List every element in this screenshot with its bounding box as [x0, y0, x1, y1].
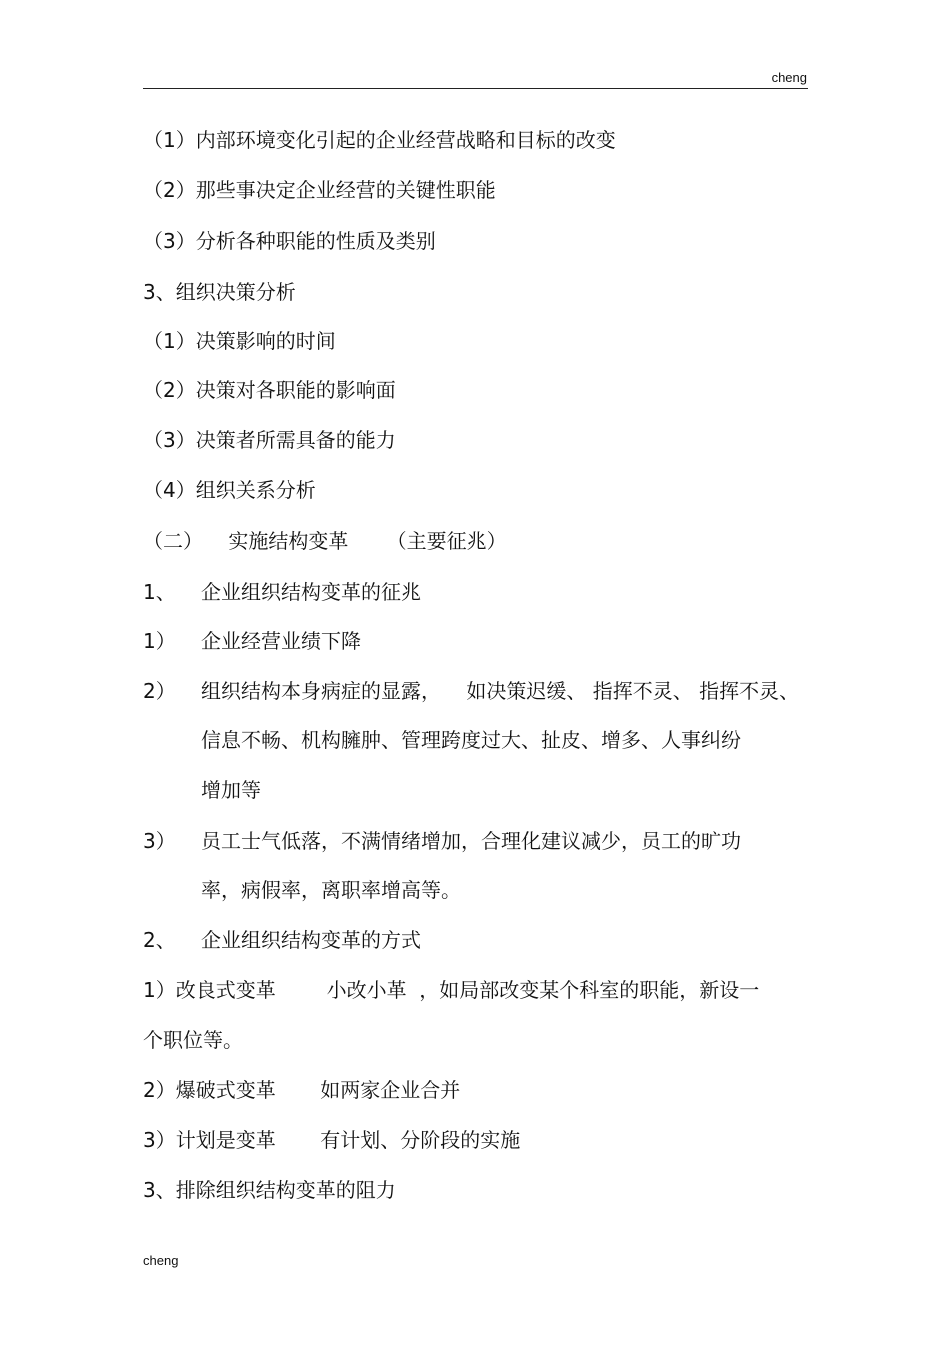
- text-line: 组织结构本身病症的显露， 如决策迟缓、 指挥不灵、 指挥不灵、: [201, 679, 800, 703]
- text-line: 3、组织决策分析: [143, 280, 296, 304]
- text-line: 2）爆破式变革 如两家企业合并: [143, 1078, 461, 1102]
- list-number: 3）: [143, 829, 176, 853]
- text-line: （4）组织关系分析: [143, 478, 316, 502]
- text-line: （2）那些事决定企业经营的关键性职能: [143, 178, 496, 202]
- text-line: （3）决策者所需具备的能力: [143, 428, 396, 452]
- text-line: 1）改良式变革 小改小革 ，如局部改变某个科室的职能，新设一: [143, 978, 760, 1002]
- list-number: 2、: [143, 928, 176, 952]
- list-number: 1）: [143, 629, 176, 653]
- text-line: 企业经营业绩下降: [201, 629, 361, 653]
- text-line: 率，病假率，离职率增高等。: [201, 878, 461, 902]
- text-line: 3）计划是变革 有计划、分阶段的实施: [143, 1128, 521, 1152]
- text-line: （3）分析各种职能的性质及类别: [143, 229, 436, 253]
- text-line: 员工士气低落，不满情绪增加，合理化建议减少，员工的旷功: [201, 829, 741, 853]
- text-line: 信息不畅、机构臃肿、管理跨度过大、扯皮、增多、人事纠纷: [201, 728, 741, 752]
- list-number: 1、: [143, 580, 176, 604]
- text-line: 企业组织结构变革的征兆: [201, 580, 421, 604]
- page-header-text: cheng: [771, 70, 807, 85]
- text-line: （2）决策对各职能的影响面: [143, 378, 396, 402]
- text-line: （1）内部环境变化引起的企业经营战略和目标的改变: [143, 128, 616, 152]
- page-footer-text: cheng: [143, 1253, 179, 1268]
- text-line: （1）决策影响的时间: [143, 329, 336, 353]
- text-line: 3、排除组织结构变革的阻力: [143, 1178, 396, 1202]
- text-line: 企业组织结构变革的方式: [201, 928, 421, 952]
- text-line: 增加等: [201, 778, 261, 802]
- text-line: 个职位等。: [143, 1028, 243, 1052]
- text-line: （二） 实施结构变革 （主要征兆）: [143, 529, 507, 553]
- header-rule: [143, 88, 808, 89]
- list-number: 2）: [143, 679, 176, 703]
